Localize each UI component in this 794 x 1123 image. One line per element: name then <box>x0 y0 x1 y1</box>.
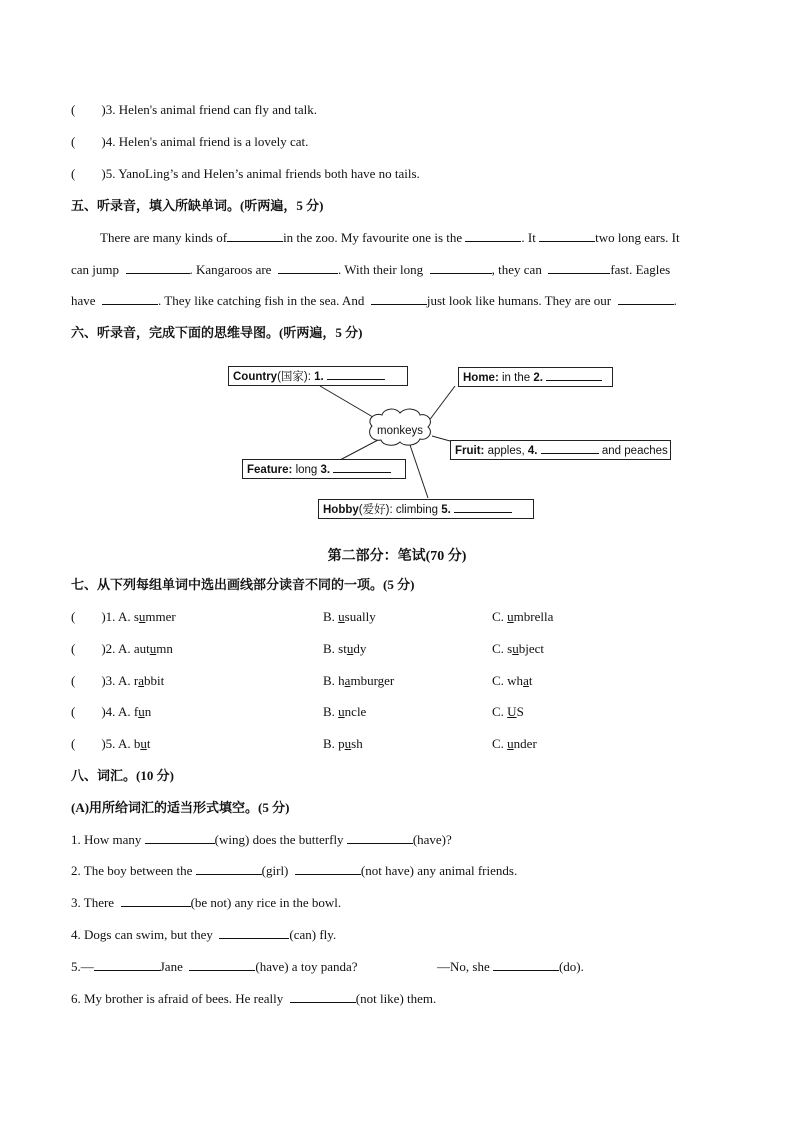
option-b: usually <box>338 609 376 624</box>
option-c: subject <box>507 641 544 656</box>
vocab-q2: 2. The boy between the (girl) (not have) any animal friends. <box>71 863 518 878</box>
blank[interactable] <box>219 926 289 939</box>
mind-map-hobby: Hobby(爱好): climbing 5. <box>318 499 534 519</box>
answer-paren[interactable]: ( <box>71 673 76 688</box>
blank[interactable] <box>454 500 512 513</box>
blank[interactable] <box>546 368 602 381</box>
mind-map-fruit: Fruit: apples, 4. and peaches <box>450 440 671 460</box>
section7-title: 七、从下列每组单词中选出画线部分读音不同的一项。(5 分) <box>71 577 415 592</box>
vocab-q5-answer: —No, she (do). <box>437 959 584 974</box>
mind-map-country: Country(国家): 1. <box>228 366 408 386</box>
option-b: push <box>338 736 363 751</box>
answer-paren[interactable]: ( <box>71 736 76 751</box>
option-a: rabbit <box>133 673 165 688</box>
tf-item-3: ( )3. Helen's animal friend can fly and talk. <box>71 102 318 117</box>
answer-paren[interactable]: ( <box>71 641 76 656</box>
section8-title: 八、词汇。(10 分) <box>71 768 174 783</box>
option-a: fun <box>133 704 152 719</box>
vocab-q5: 5.— Jane (have) a toy panda? <box>71 959 358 974</box>
blank[interactable] <box>94 958 160 971</box>
mind-map-feature: Feature: long 3. <box>242 459 406 479</box>
blank[interactable] <box>327 367 385 380</box>
tf-item-5: ( )5. YanoLing’s and Helen’s animal friends both have no tails. <box>71 166 420 181</box>
blank[interactable] <box>493 958 559 971</box>
blank[interactable] <box>290 990 356 1003</box>
section5-line3: have . They like catching fish in the sea. And just look like humans. They are our . <box>71 293 677 308</box>
option-b: study <box>338 641 367 656</box>
option-c: umbrella <box>507 609 554 624</box>
blank[interactable] <box>196 862 262 875</box>
option-b: hamburger <box>338 673 395 688</box>
option-b: uncle <box>338 704 367 719</box>
section5-line1: There are many kinds of in the zoo. My favourite one is the . It two long ears. It <box>100 230 680 245</box>
option-a: autumn <box>133 641 173 656</box>
blank[interactable] <box>295 862 361 875</box>
mind-map-center: monkeys <box>377 425 424 437</box>
blank[interactable] <box>347 831 413 844</box>
section5-line2: can jump . Kangaroos are . With their long , they can fast. Eagles <box>71 262 671 277</box>
option-c: US <box>507 704 524 719</box>
vocab-q1: 1. How many (wing) does the butterfly (have)? <box>71 832 452 847</box>
option-c: what <box>507 673 533 688</box>
section5-title: 五、听录音，填入所缺单词。(听两遍，5 分) <box>71 198 324 213</box>
option-c: under <box>507 736 537 751</box>
blank[interactable] <box>189 958 255 971</box>
section8-subA: (A)用所给词汇的适当形式填空。(5 分) <box>71 800 290 815</box>
tf-item-4: ( )4. Helen's animal friend is a lovely cat. <box>71 134 309 149</box>
blank[interactable] <box>121 894 191 907</box>
answer-paren[interactable]: ( <box>71 609 76 624</box>
answer-paren[interactable]: ( <box>71 704 76 719</box>
section6-title: 六、听录音，完成下面的思维导图。(听两遍，5 分) <box>71 325 363 340</box>
mind-map-home: Home: in the 2. <box>458 367 613 387</box>
option-a: summer <box>133 609 176 624</box>
blank[interactable] <box>333 460 391 473</box>
blank[interactable] <box>541 441 599 454</box>
blank[interactable] <box>145 831 215 844</box>
option-a: but <box>133 736 151 751</box>
vocab-q6: 6. My brother is afraid of bees. He really (not like) them. <box>71 991 437 1006</box>
vocab-q3: 3. There (be not) any rice in the bowl. <box>71 895 342 910</box>
part2-title: 第二部分：笔试(70 分) <box>327 549 467 564</box>
vocab-q4: 4. Dogs can swim, but they (can) fly. <box>71 927 337 942</box>
